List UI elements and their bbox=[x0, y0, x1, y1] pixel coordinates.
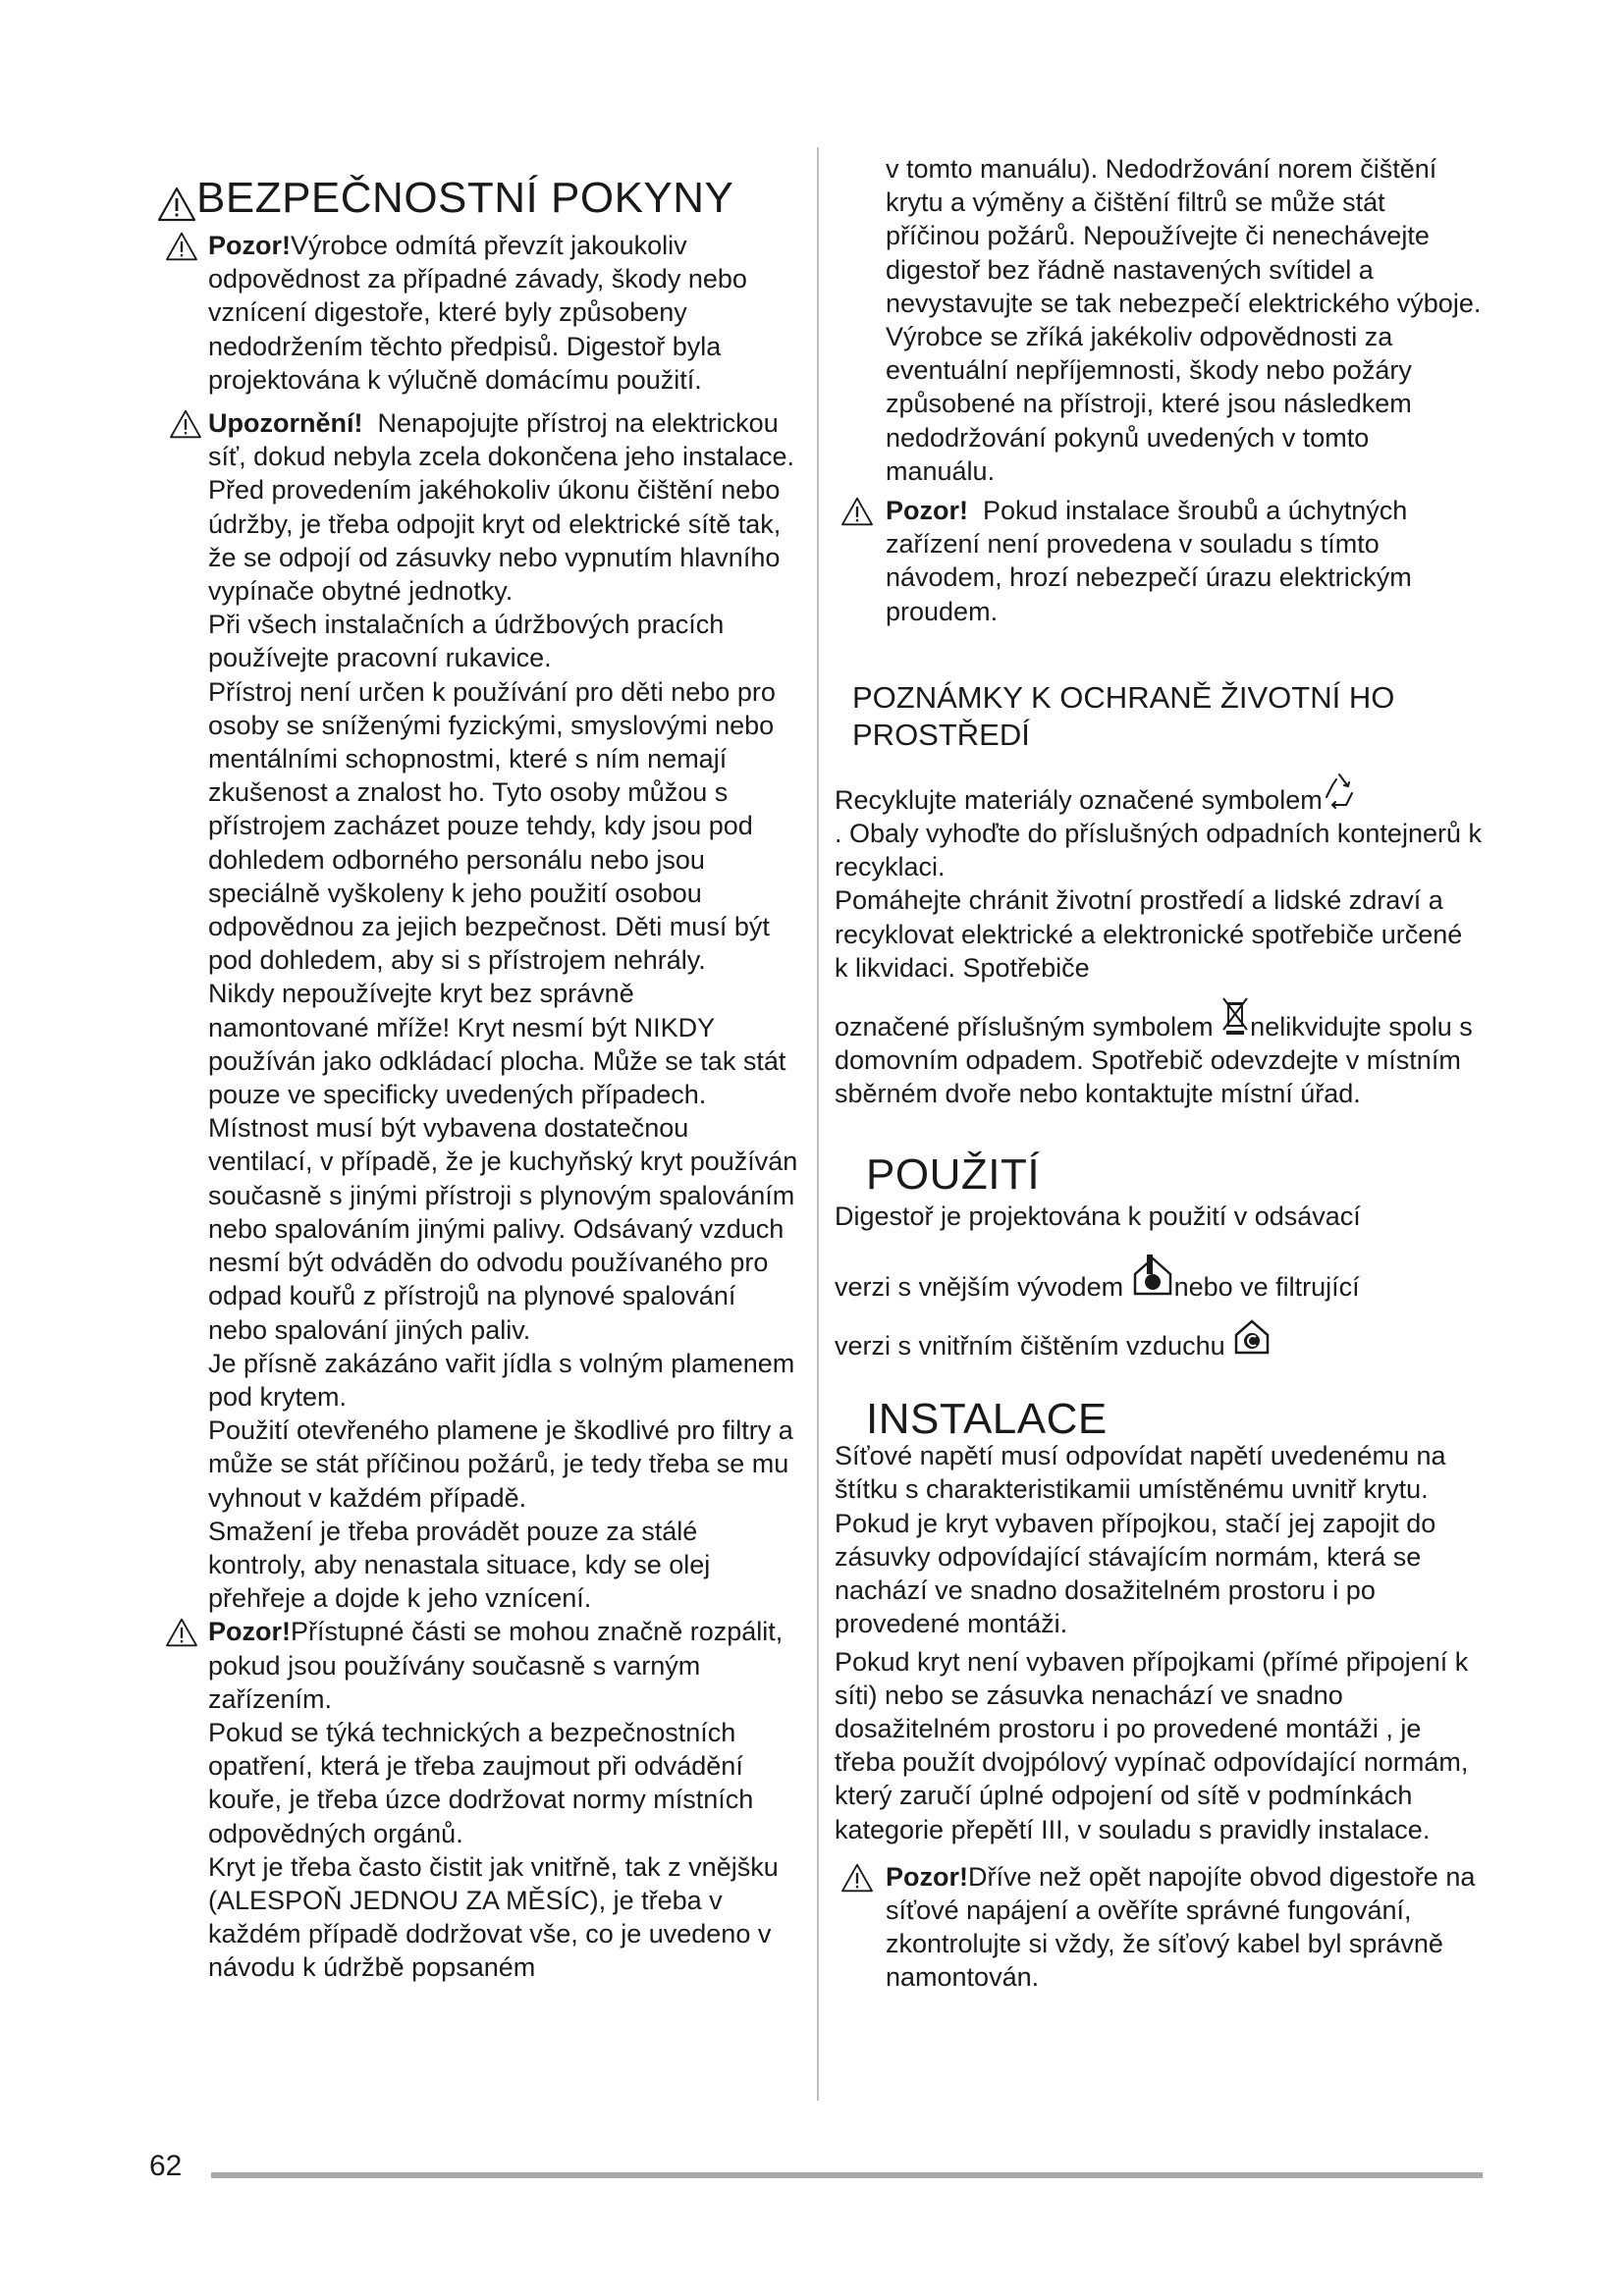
recycle-text-2: . Obaly vyhoďte do příslušných odpadních kontejnerů k recyklaci. bbox=[835, 819, 1482, 882]
footer-rule bbox=[211, 2172, 1483, 2178]
warning-block-1 bbox=[157, 229, 800, 397]
page-number: 62 bbox=[149, 2150, 183, 2182]
warning-label: Upozornění! bbox=[208, 408, 363, 439]
warning-text: Výrobce odmítá převzít jakoukoliv odpovědnost za případné závady, škody nebo vznícení digestoře, které byly způsobeny nedodržením těchto předpisů. Digestoř byla projektována k výlučně domácímu použití. bbox=[208, 231, 747, 395]
use-text: verzi s vnějším vývodem bbox=[835, 1271, 1131, 1302]
warning-label: Pozor! bbox=[886, 1861, 968, 1892]
warning-text: Nenapojujte přístroj na elektrickou síť, dokud nebyla zcela dokončena jeho instalace. Před provedením jakéhokoliv úkonu čištění nebo údržby, je třeba odpojit kryt od elektrické sítě tak, že se odpojí od zásuvky nebo vypnutím hlavního vypínače obytné jednotky. bbox=[208, 408, 795, 607]
use-line-3 bbox=[835, 1317, 1483, 1362]
warning-icon bbox=[169, 409, 202, 439]
section-title-text: BEZPEČNOSTNÍ POKYNY bbox=[196, 174, 734, 222]
paragraph-cleaning: Kryt je třeba často čistit jak vnitřně, tak z vnějšku (ALESPOŇ JEDNOU ZA MĚSÍC), je třeba v každém případě dodržovat vše, co je uvedeno v návodu k údržbě popsaném bbox=[208, 1851, 779, 1983]
left-column bbox=[157, 152, 800, 1985]
warning-paragraph bbox=[157, 406, 800, 608]
paragraph-grid: Nikdy nepoužívejte kryt bez správně namontované mříže! Kryt nesmí být NIKDY používán jako odkládací plocha. Může se tak stát pouze ve specificky uvedených případech. Místnost musí být vybavena dostatečnou ventilací, v případě, že je kuchyňský kryt používán současně s jinými přístroji s plynovým spalováním nebo spalováním jinými palivy. Odsávaný vzduch nesmí být odváděn do odvodu používaného pro odpad kouřů z přístrojů na plynové spalování nebo spalování jiných paliv. bbox=[208, 979, 798, 1345]
warning-icon bbox=[165, 232, 198, 261]
weee-text: označené příslušným symbolem bbox=[835, 1012, 1221, 1042]
paragraph-installation-1: Síťové napětí musí odpovídat napětí uvedenému na štítku s charakteristikamii umístěnému uvnitř krytu. Pokud je kryt vybaven přípojkou, stačí jej zapojit do zásuvky odpovídající stávajícím normám, která se nachází ve snadno dosažitelném prostoru i po provedené montáži. bbox=[835, 1441, 1446, 1639]
warning-icon bbox=[840, 497, 874, 526]
warning-block-5 bbox=[835, 1860, 1483, 1995]
section-title-safety bbox=[157, 174, 800, 223]
exhaust-mode-icon bbox=[1131, 1253, 1174, 1304]
warning-text: Přístupné části se mohou značně rozpálit, pokud jsou používány současně s varným zařízením. bbox=[208, 1617, 784, 1714]
warning-paragraph bbox=[157, 229, 800, 397]
warning-paragraph bbox=[835, 1860, 1483, 1995]
warning-block-3 bbox=[157, 1615, 800, 1716]
warning-paragraph bbox=[835, 494, 1483, 628]
warning-paragraph bbox=[157, 1615, 800, 1716]
recirculation-mode-icon bbox=[1232, 1317, 1272, 1362]
section-title-installation: INSTALACE bbox=[866, 1395, 1108, 1444]
paragraph-children: Přístroj není určen k používání pro děti nebo pro osoby se sníženými fyzickými, smyslovými nebo mentálními schopnostmi, které s ním nemají zkušenost a znalost ho. Tyto osoby můžou s přístrojem zacházet pouze tehdy, kdy jsou pod dohledem odborného personálu nebo jsou speciálně vyškoleny k jeho použití osobou odpovědnou za jejich bezpečnost. Děti musí být pod dohledem, aby si s přístrojem nehrály. bbox=[208, 676, 776, 976]
use-text-3: verzi s vnitřním čištěním vzduchu bbox=[835, 1331, 1233, 1362]
paragraph-recycle bbox=[835, 772, 1483, 884]
column-divider bbox=[817, 147, 819, 2101]
warning-icon bbox=[165, 1618, 198, 1647]
warning-text: Dříve než opět napojíte obvod digestoře na síťové napájení a ověříte správné fungování, zkontrolujte si vždy, že síťový kabel byl správně namontován. bbox=[886, 1861, 1476, 1993]
crossed-bin-icon bbox=[1220, 990, 1250, 1043]
warning-label: Pozor! bbox=[886, 496, 968, 526]
paragraph-gloves: Při všech instalačních a údržbových pracích používejte pracovní rukavice. bbox=[208, 610, 725, 673]
warning-label: Pozor! bbox=[208, 231, 291, 260]
warning-block-2 bbox=[157, 406, 800, 608]
paragraph-technical: Pokud se týká technických a bezpečnostních opatření, která je třeba zaujmout při odvádění kouře, je třeba úzce dodržovat normy místních odpovědných orgánů. bbox=[208, 1717, 754, 1848]
paragraph-weee bbox=[835, 990, 1483, 1111]
section-title-environment: POZNÁMKY K OCHRANĚ ŽIVOTNÍ HO PROSTŘEDÍ bbox=[852, 679, 1395, 752]
use-text-2: nebo ve filtrující bbox=[1173, 1271, 1360, 1302]
warning-block-4 bbox=[835, 494, 1483, 628]
right-column bbox=[835, 152, 1483, 1995]
weee-text-2: nelikvidujte spolu s domovním odpadem. Spotřebič odevzdejte v místním sběrném dvoře nebo kontaktujte místní úřad. bbox=[835, 1012, 1473, 1109]
use-line-1: Digestoř je projektována k použití v odsávací bbox=[835, 1201, 1361, 1231]
use-line-2 bbox=[835, 1253, 1483, 1304]
paragraph-open-flame: Použití otevřeného plamene je škodlivé pro filtry a může se stát příčinou požárů, je tedy třeba se mu vyhnout v každém případě. bbox=[208, 1415, 793, 1513]
recycle-text: Recyklujte materiály označené symbolem bbox=[835, 784, 1323, 815]
paragraph-help-environment: Pomáhejte chránit životní prostředí a lidské zdraví a recyklovat elektrické a elektronické spotřebiče určené k likvidaci. Spotřebiče bbox=[835, 885, 1463, 983]
paragraph-installation-2: Pokud kryt není vybaven přípojkami (přímé připojení k síti) nebo se zásuvka nenachází ve snadno dosažitelném prostoru i po provedené montáži , je třeba použít dvojpólový vypínač odpovídající normám, který zaručí úplné odpojení od sítě v podmínkách kategorie přepětí III, v souladu s pravidly instalace. bbox=[835, 1646, 1469, 1844]
paragraph-frying: Smažení je třeba provádět pouze za stálé kontroly, aby nenastala situace, kdy se olej přehřeje a dojde k jeho vznícení. bbox=[208, 1516, 711, 1614]
warning-text: Pokud instalace šroubů a úchytných zařízení není provedena v souladu s tímto návodem, hrozí nebezpečí úrazu elektrickým proudem. bbox=[886, 496, 1412, 626]
section-title-use: POUŽITÍ bbox=[866, 1149, 1041, 1199]
warning-label: Pozor! bbox=[208, 1617, 291, 1647]
paragraph-flame: Je přísně zakázáno vařit jídla s volným plamenem pod krytem. bbox=[208, 1348, 795, 1412]
recycle-icon bbox=[1323, 772, 1356, 817]
warning-icon bbox=[157, 186, 196, 223]
paragraph-continued: v tomto manuálu). Nedodržování norem čištění krytu a výměny a čištění filtrů se může stát příčinou požárů. Nepoužívejte či nenechávejte digestoř bez řádně nastavených svítidel a nevystavujte se tak nebezpečí elektrického výboje. Výrobce se zříká jakékoliv odpovědnosti za eventuální nepříjemnosti, škody nebo požáry způsobené na přístroji, které jsou následkem nedodržování pokynů uvedených v tomto manuálu. bbox=[886, 154, 1482, 486]
warning-icon bbox=[840, 1863, 874, 1893]
